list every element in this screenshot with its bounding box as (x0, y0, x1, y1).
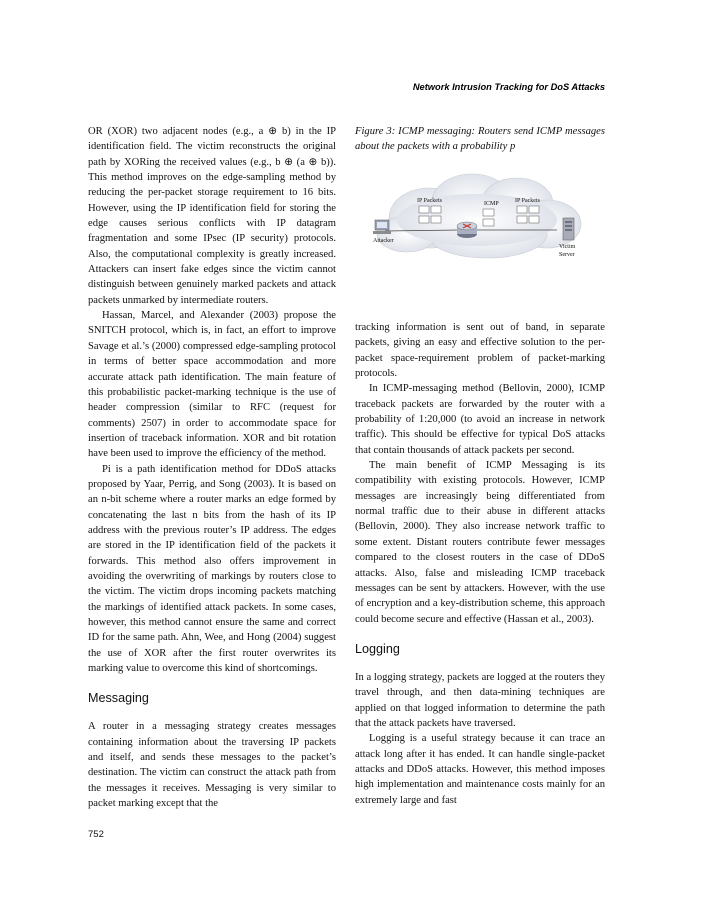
figure-caption: Figure 3: ICMP messaging: Routers send ICMP messages about the packets with a probability p (355, 126, 605, 153)
network-diagram (367, 168, 603, 268)
running-head: Network Intrusion Tracking for DoS Attacks (412, 82, 605, 92)
body-paragraph: Pi is a path identification method for DDoS attacks proposed by Yaar, Perrig, and Song (2003). It is based on an n-bit scheme where a router marks an edge formed by concatenating the last n bits from the hash of its IP address with the previous router’s IP address. The edges are stored in the IP identification field of the packets it forwards. This method also offers improvement in avoiding the overwriting of markings by routers close to the victim. The victim drops incoming packets matching the markings of identified attack packets. In some cases, however, this method cannot ensure the same and correct ID for the same path. Ahn, Wee, and Hong (2004) suggest the use of XOR after the first router overwrites its marking value to overcome this kind of shortcomings. (88, 463, 336, 675)
ip-packets-left-label: IP Packets (417, 198, 442, 204)
attacker-computer-icon (373, 220, 391, 234)
figure-caption-block (355, 124, 605, 155)
body-paragraph: Logging is a useful strategy because it can trace an attack long after it has ended. It can handle single-packet attacks and DDoS attacks. However, this method imposes high implementation and maintenance costs mainly for an extremely large and fast (355, 733, 605, 806)
server-label: Server (559, 252, 575, 258)
body-paragraph: In a logging strategy, packets are logged at the routers they travel through, and then data-mining techniques are applied on that logged information to determine the path that the attack packets have traversed. (355, 671, 605, 729)
icmp-label: ICMP (484, 201, 499, 207)
left-column (88, 124, 336, 811)
page-number: 752 (88, 829, 104, 840)
body-paragraph: The main benefit of ICMP Messaging is its compatibility with existing protocols. However, ICMP messages are increasingly being differentiated from normal traffic due to their abuse in different attacks (Bellovin, 2000). They also increase network traffic to some extent. Distant routers contribute fewer messages compared to the closest routers in the case of DDoS attacks. Also, false and misleading ICMP traceback messages can be sent by attackers. However, with the use of encryption and a key-distribution scheme, this approach could become secure and effective (Hassan et al., 2003). (355, 460, 605, 625)
router-icon (457, 222, 477, 238)
attacker-label: Attacker (373, 238, 394, 244)
body-paragraph: tracking information is sent out of band, in separate packets, giving an easy and effective solution to the per-packet space-requirement problem of packet-marking protocols. (355, 322, 605, 380)
victim-label: Victim (559, 244, 576, 250)
ip-packets-right-label: IP Packets (515, 198, 540, 204)
body-paragraph: In ICMP-messaging method (Bellovin, 2000), ICMP traceback packets are forwarded by the router with a probability of 1:20,000 (to avoid an increase in network traffic). This should be effective for typical DoS attacks that contain thousands of attack packets per second. (355, 383, 605, 456)
body-paragraph: Hassan, Marcel, and Alexander (2003) propose the SNITCH protocol, which is, in fact, an effort to improve Savage et al.’s (2000) compressed edge-sampling protocol in terms of better space accommodation and more accurate attack path identification. The main feature of this probabilistic packet-marking technique is the use of header compression (similar to RFC (request for comments) 2507) in order to accommodate space for insertion of traceback information. XOR and bit rotation have been used to improve the efficiency of the method. (88, 310, 336, 460)
body-paragraph: OR (XOR) two adjacent nodes (e.g., a ⊕ b) in the IP identification field. The victim reconstructs the original path by XORing the received values (e.g., b ⊕ (a ⊕ b)). This method improves on the edge-sampling method by reducing the per-packet storage requirement to 16 bits. However, using the IP identification field for storing the edge causes serious conflicts with IP datagram fragmentation and some IPsec (IP security) protocols. Also, the computational complexity is greatly increased. Attackers can insert fake edges since the victim cannot distinguish between genuinely marked packets and attack packets unmarked by intermediate routers. (88, 126, 336, 306)
icmp-messaging-figure (367, 168, 603, 268)
victim-server-icon (563, 218, 574, 240)
section-heading-logging: Logging (355, 641, 400, 656)
body-paragraph: A router in a messaging strategy creates messages containing information about the traversing IP packets and itself, and sends these messages to the packet’s destination. The victim can construct the attack path from the messages it receives. Messaging is very similar to packet marking except that the (88, 721, 336, 810)
section-heading-messaging: Messaging (88, 691, 149, 706)
right-column (355, 320, 605, 808)
